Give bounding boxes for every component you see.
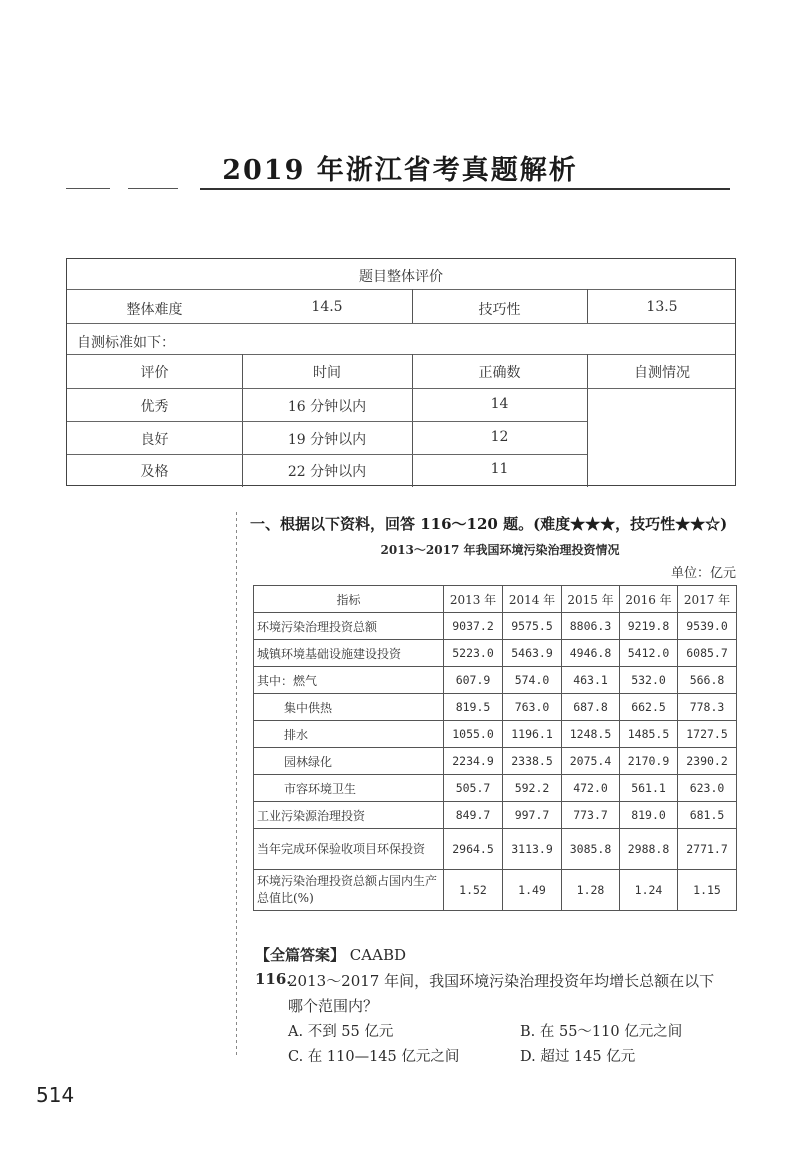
value-cell: 463.1	[562, 667, 620, 694]
title-rule-left-2	[128, 188, 178, 189]
table-row	[254, 775, 737, 802]
unit-label: 单位：亿元	[670, 566, 736, 581]
value-cell: 2988.8	[620, 829, 678, 870]
table-row	[254, 829, 737, 870]
row-grade: 良好	[140, 432, 169, 448]
page-number: 514	[36, 1083, 75, 1107]
self-test-label: 自测标准如下：	[77, 335, 175, 351]
value-cell: 849.7	[444, 802, 503, 829]
value-cell: 763.0	[503, 694, 562, 721]
table-header-cell: 2015 年	[562, 586, 620, 613]
row-correct: 12	[490, 429, 509, 445]
section-heading: 一、根据以下资料，回答 116～120 题。(难度★★★，技巧性★★☆)	[250, 515, 728, 533]
value-cell: 2964.5	[444, 829, 503, 870]
header-self-test: 自测情况	[634, 365, 690, 381]
value-cell: 1248.5	[562, 721, 620, 748]
header-grade: 评价	[140, 365, 169, 381]
row-grade: 优秀	[140, 399, 169, 415]
value-cell: 561.1	[620, 775, 678, 802]
value-cell: 1.28	[562, 870, 620, 911]
option-b: B. 在 55～110 亿元之间	[520, 1024, 683, 1040]
table-header-cell: 2016 年	[620, 586, 678, 613]
data-title: 2013～2017 年我国环境污染治理投资情况	[380, 543, 620, 557]
value-cell: 623.0	[678, 775, 737, 802]
value-cell: 662.5	[620, 694, 678, 721]
value-cell: 532.0	[620, 667, 678, 694]
answer-value: CAABD	[349, 946, 406, 964]
value-cell: 9037.2	[444, 613, 503, 640]
table-header-cell: 2014 年	[503, 586, 562, 613]
header-correct: 正确数	[478, 365, 521, 381]
value-cell: 819.0	[620, 802, 678, 829]
option-c: C. 在 110—145 亿元之间	[288, 1049, 460, 1065]
value-cell: 592.2	[503, 775, 562, 802]
row-label: 环境污染治理投资总额占国内生产总值比(%)	[254, 870, 444, 911]
question-text: 2013～2017 年间，我国环境污染治理投资年均增长总额在以下	[288, 972, 715, 990]
option-d: D. 超过 145 亿元	[520, 1049, 636, 1065]
value-cell: 681.5	[678, 802, 737, 829]
value-cell: 1.15	[678, 870, 737, 911]
value-cell: 9575.5	[503, 613, 562, 640]
page-title: 2019 年浙江省考真题解析	[222, 155, 578, 186]
difficulty-label: 整体难度	[126, 302, 183, 318]
value-cell: 2771.7	[678, 829, 737, 870]
value-cell: 5463.9	[503, 640, 562, 667]
value-cell: 1.24	[620, 870, 678, 911]
row-label: 其中：燃气	[254, 667, 444, 694]
table-row	[254, 802, 737, 829]
value-cell: 1.49	[503, 870, 562, 911]
value-cell: 687.8	[562, 694, 620, 721]
skill-value: 13.5	[646, 299, 678, 315]
row-label: 园林绿化	[254, 748, 444, 775]
value-cell: 2170.9	[620, 748, 678, 775]
evaluation-title: 题目整体评价	[359, 269, 443, 285]
table-row	[254, 748, 737, 775]
value-cell: 574.0	[503, 667, 562, 694]
value-cell: 6085.7	[678, 640, 737, 667]
value-cell: 1196.1	[503, 721, 562, 748]
table-header-cell: 2017 年	[678, 586, 737, 613]
row-correct: 14	[490, 396, 509, 412]
table-row	[254, 694, 737, 721]
table-header-cell: 指标	[254, 586, 444, 613]
answer-line	[255, 944, 406, 965]
value-cell: 5223.0	[444, 640, 503, 667]
question-number: 116.	[255, 970, 292, 988]
value-cell: 3113.9	[503, 829, 562, 870]
title-rule-left	[66, 188, 110, 189]
investment-table	[253, 585, 737, 911]
evaluation-table	[66, 258, 736, 486]
table-row	[254, 667, 737, 694]
row-label: 排水	[254, 721, 444, 748]
value-cell: 5412.0	[620, 640, 678, 667]
value-cell: 566.8	[678, 667, 737, 694]
answer-label: 【全篇答案】	[255, 946, 346, 964]
value-cell: 2234.9	[444, 748, 503, 775]
value-cell: 2075.4	[562, 748, 620, 775]
row-time: 16 分钟以内	[287, 399, 367, 415]
table-header-cell: 2013 年	[444, 586, 503, 613]
value-cell: 997.7	[503, 802, 562, 829]
table-row	[254, 640, 737, 667]
value-cell: 505.7	[444, 775, 503, 802]
value-cell: 607.9	[444, 667, 503, 694]
row-time: 19 分钟以内	[287, 432, 367, 448]
value-cell: 819.5	[444, 694, 503, 721]
value-cell: 2338.5	[503, 748, 562, 775]
value-cell: 773.7	[562, 802, 620, 829]
header-time: 时间	[313, 365, 341, 381]
value-cell: 1055.0	[444, 721, 503, 748]
value-cell: 1485.5	[620, 721, 678, 748]
value-cell: 9539.0	[678, 613, 737, 640]
row-correct: 11	[490, 461, 509, 477]
table-row	[254, 721, 737, 748]
value-cell: 3085.8	[562, 829, 620, 870]
row-time: 22 分钟以内	[287, 464, 367, 480]
value-cell: 1727.5	[678, 721, 737, 748]
table-row	[254, 870, 737, 911]
row-label: 环境污染治理投资总额	[254, 613, 444, 640]
difficulty-value: 14.5	[311, 299, 343, 315]
option-a: A. 不到 55 亿元	[288, 1024, 394, 1040]
value-cell: 2390.2	[678, 748, 737, 775]
margin-wavy-line	[236, 512, 237, 1057]
row-label: 工业污染源治理投资	[254, 802, 444, 829]
question-text-continued: 哪个范围内？	[288, 997, 379, 1015]
row-label: 集中供热	[254, 694, 444, 721]
value-cell: 778.3	[678, 694, 737, 721]
skill-label: 技巧性	[478, 302, 521, 318]
table-row	[254, 613, 737, 640]
value-cell: 4946.8	[562, 640, 620, 667]
row-label: 当年完成环保验收项目环保投资	[254, 829, 444, 870]
value-cell: 472.0	[562, 775, 620, 802]
value-cell: 9219.8	[620, 613, 678, 640]
row-label: 城镇环境基础设施建设投资	[254, 640, 444, 667]
row-label: 市容环境卫生	[254, 775, 444, 802]
row-grade: 及格	[140, 464, 169, 480]
title-rule-main	[200, 188, 730, 190]
value-cell: 8806.3	[562, 613, 620, 640]
table-header-row	[254, 586, 737, 613]
value-cell: 1.52	[444, 870, 503, 911]
